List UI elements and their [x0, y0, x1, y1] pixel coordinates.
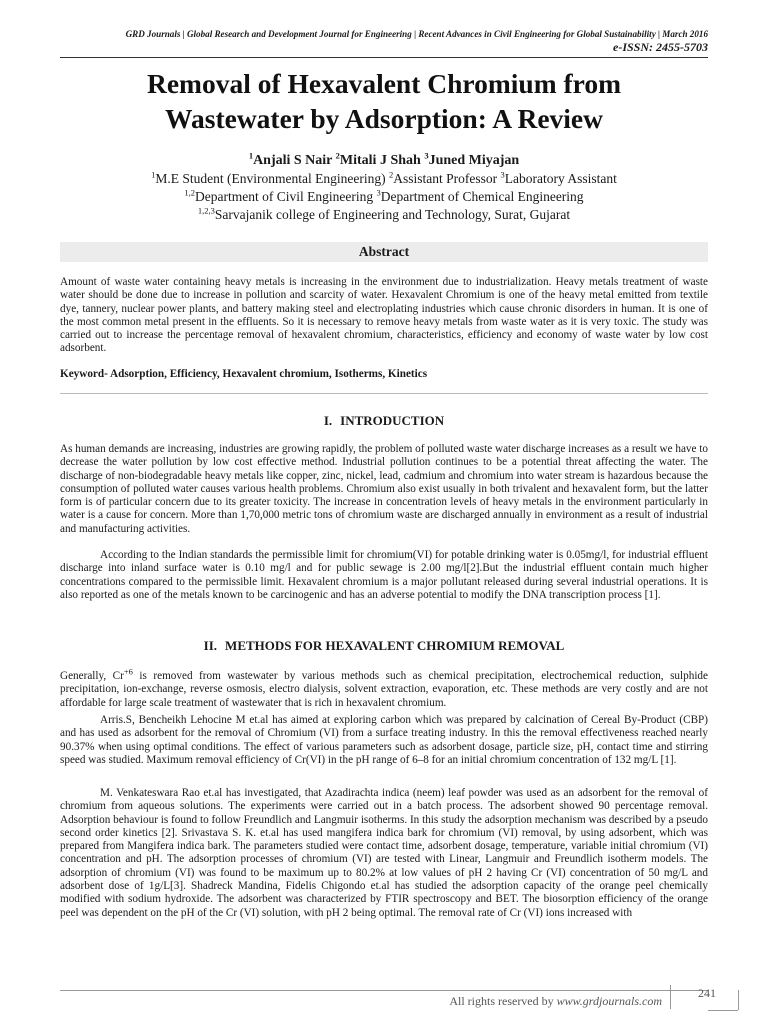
- cr-charge-sup: +6: [123, 666, 133, 677]
- header-divider: [60, 57, 708, 58]
- section-heading-introduction: [60, 413, 708, 429]
- dept-2-sup: 3: [376, 187, 381, 198]
- intro-paragraph-2: According to the Indian standards the permissible limit for chromium(VI) for potable drinking water is 0.05mg/l, for industrial effluent discharge into inland surface water is 0.10 mg/l and for public sewage is 2.00 mg/l[2].But the industrial effluent contain much higher concentrations compared to the permissible limit. Hexavalent chromium is a major pollutant released during several industrial operations. It is also reported as one of the metals known to be carcinogenic and has an adverse potential to modify the DNA transcription process [1].: [60, 549, 708, 601]
- section-1-number: I.: [323, 413, 333, 428]
- methods-paragraph-2: Arris.S, Bencheikh Lehocine M et.al has aimed at exploring carbon which was prepared by calcination of Cereal By-Product (CBP) and has used as adsorbent for the removal of Chromium (VI) from a surface treating industry. In this the removal effectiveness reached nearly 90.37% when using optimal conditions. The effect of various parameters such as adsorbent dosage, particle size, pH, contact time and stirring speed was studied. Maximum removal efficiency of Cr(VI) in the pH range of 6–8 for an initial chromium concentration of 132 mg/L [1].: [60, 714, 708, 766]
- section-1-initial: I: [340, 413, 346, 428]
- corner-mark-vertical: [738, 990, 739, 1010]
- inst-sup: 1,2,3: [197, 205, 215, 216]
- dept-2: Department of Chemical Engineering: [380, 189, 584, 204]
- corner-mark-horizontal: [708, 1010, 738, 1011]
- footer-rights: [340, 993, 662, 1009]
- paper-title: [40, 66, 728, 136]
- section-1-title: NTRODUCTION: [345, 413, 445, 428]
- role-3: Laboratory Assistant: [504, 171, 617, 186]
- institution: Sarvajanik college of Engineering and Technology, Surat, Gujarat: [214, 207, 571, 222]
- methods-p1-rest: is removed from wastewater by various methods such as chemical precipitation, electrochemical reduction, sulphide precipitation, ion-exchange, reverse osmosis, electro dialysis, solvent extraction, evaporation, etc. These methods are very costly and are not affordable for large scale treatment of wastewater that is rich in hexavalent chromium.: [60, 670, 708, 709]
- footer-divider: [60, 990, 708, 991]
- author-1-sup: 1: [248, 150, 254, 161]
- section-2-number: II.: [203, 638, 218, 653]
- author-institution: [40, 206, 728, 224]
- author-2-sup: 2: [335, 150, 340, 161]
- author-1: Anjali S Nair: [253, 153, 336, 168]
- author-block: [40, 152, 728, 224]
- footer-url-link[interactable]: www.grdjournals.com: [556, 994, 662, 1008]
- author-2: Mitali J Shah: [339, 153, 425, 168]
- role-1-sup: 1: [151, 169, 156, 180]
- journal-header: [60, 28, 708, 54]
- footer-rights-text: All rights reserved by: [449, 994, 557, 1008]
- role-2-sup: 2: [388, 169, 394, 180]
- intro-paragraph-1: As human demands are increasing, industries are growing rapidly, the problem of polluted waste water discharge increases as a result we have to decrease the water pollution by low cost effective method. Industrial pollution continues to be a potential threat affecting the water. The discharge of non-biodegradable heavy metals like copper, zinc, nickel, lead, cadmium and chromium into water stream is hazardous because the consumption of polluted water causes various health problems. Chromium also exist usually in both trivalent and hexavalent form, but the latter form is of particular concern due to its greater toxicity. The increase in concentration levels of heavy metals in the environment particularly in water is a cause for concern. More than 1,70,000 metric tons of chromium waste are discharged annually in environment as a result of industrial and manufacturing activities.: [60, 443, 708, 535]
- section-2-initial: M: [225, 638, 238, 653]
- issn: e-ISSN: 2455-5703: [613, 40, 708, 54]
- abstract-text: Amount of waste water containing heavy metals is increasing in the environment due to industrialization. Heavy metals treatment of waste water should be done due to increase in pollution and scarcity of water. Hexavalent Chromium is one of the heavy metal emitted from textile dye, tannery, nuclear power plants, and battery making steel and electroplating industries which cause chronic disorders in human. It is one of the most common metal present in the effluents. So it is necessary to remove heavy metals from waste water as it is very toxic. The study was carried out to increase the percentage removal of hexavalent chromium, characteristics, efficiency and economy of waste water by low cost adsorbent.: [60, 276, 708, 355]
- abstract-heading: Abstract: [60, 242, 708, 262]
- methods-paragraph-1: [60, 666, 708, 710]
- methods-p1-start: Generally, Cr: [60, 670, 124, 682]
- page-number: 241: [698, 986, 716, 1000]
- role-2: Assistant Professor: [393, 171, 501, 186]
- role-3-sup: 3: [500, 169, 505, 180]
- author-departments: [40, 188, 728, 206]
- author-roles: [40, 170, 728, 188]
- title-line-1: Removal of Hexavalent Chromium from: [146, 68, 622, 99]
- section-2-title: ETHODS FOR HEXAVALENT CHROMIUM REMOVAL: [237, 638, 565, 653]
- methods-paragraph-3: M. Venkateswara Rao et.al has investigated, that Azadirachta indica (neem) leaf powder was used as an adsorbent for the removal of chromium from aqueous solutions. The experiments were carried out in a batch process. The adsorbent showed 90 percentage removal. Adsorption behaviour is found to follow Freundlich and Langmuir isotherms. In this study the adsorption mechanism was described by a pseudo second order kinetics [2]. Srivastava S. K. et.al has used mangifera indica bark for chromium (VI) removal, by using adsorbent, which was prepared from Mangifera indica bark. The parameters studied were contact time, adsorbent dosage, temperature, variable initial chromium (VI) concentration and pH. The adsorption processes of chromium (VI) are tested with Linear, Langmuir and Freundlich isotherm models. The adsorption of chromium (VI) was found to be maximum up to 80.2% at low values of pH 2 having Cr (VI) concentration of 50 mg/L and adsorbent dose of 1g/L[3]. Shadreck Mandina, Fidelis Chigondo et.al has studied the adsorption capacity of the orange peel chemically modified with sodium hydroxide. The adsorbent was characterized by FTIR spectroscopy and BET. The biosorption efficiency of the orange peel was dependent on the pH of the Cr (VI) solution, with pH 2 being optimal. The removal rate of Cr (VI) ions increased with: [60, 787, 708, 919]
- journal-line: GRD Journals | Global Research and Development Journal for Engineering | Recent Advances in Civil Engineering for Global Sustainability | March 2016: [125, 29, 708, 39]
- section-heading-methods: [60, 638, 708, 654]
- footer-separator: [670, 985, 671, 1009]
- role-1: M.E Student (Environmental Engineering): [155, 171, 389, 186]
- dept-1: Department of Civil Engineering: [195, 189, 377, 204]
- dept-1-sup: 1,2: [184, 187, 196, 198]
- author-names: [40, 152, 728, 170]
- author-3: Juned Miyajan: [428, 153, 520, 168]
- title-line-2: Wastewater by Adsorption: A Review: [165, 103, 603, 134]
- keywords: Keyword- Adsorption, Efficiency, Hexavalent chromium, Isotherms, Kinetics: [60, 368, 428, 380]
- author-3-sup: 3: [424, 150, 429, 161]
- abstract-divider: [60, 393, 708, 394]
